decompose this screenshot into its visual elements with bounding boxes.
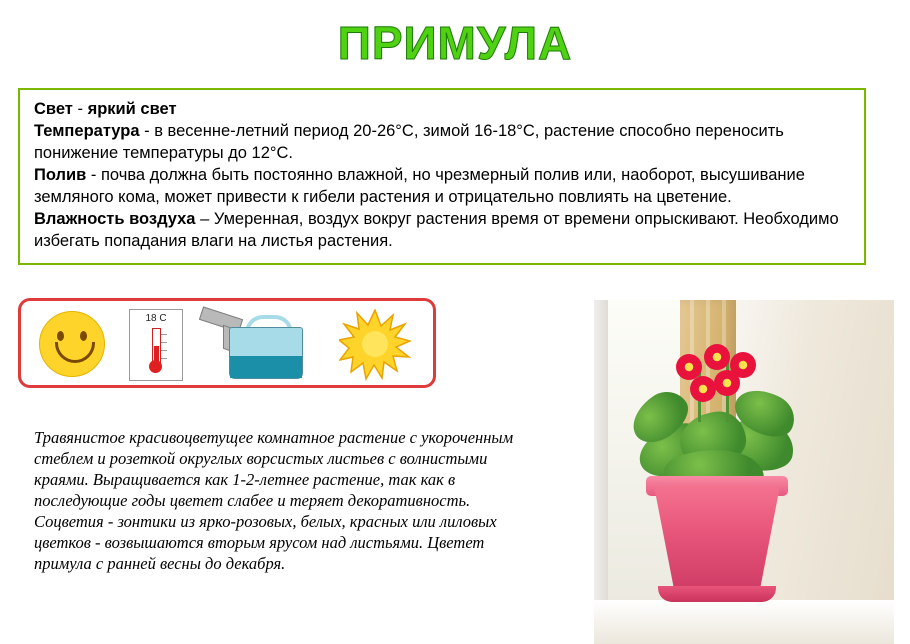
care-sep-temperature: -: [139, 121, 155, 140]
photo-windowsill: [594, 600, 894, 644]
care-value-humidity: Умеренная, воздух вокруг растения время от времени опрыскивают. Необходимо избегать попадания влаги на листья растения.: [34, 209, 839, 250]
care-label-light: Свет: [34, 100, 73, 118]
care-line-light: [34, 99, 850, 121]
flower-bloom: [690, 376, 716, 402]
flower-bloom: [714, 370, 740, 396]
watering-can-icon: [199, 311, 319, 381]
watering-can-water-icon: [230, 356, 302, 378]
icon-row: [21, 301, 433, 385]
care-line-humidity: [34, 209, 850, 253]
care-instructions-box: [18, 88, 866, 265]
plant-photo: [594, 300, 894, 644]
flower-bloom: [704, 344, 730, 370]
care-label-humidity: Влажность воздуха: [34, 209, 196, 228]
care-line-temperature: [34, 121, 850, 165]
care-value-watering: почва должна быть постоянно влажной, но чрезмерный полив или, наоборот, высушивание земляного кома, может привести к гибели растения и отрицательно повлиять на цветение.: [34, 165, 805, 206]
care-value-temperature: в весенне-летний период 20-26°С, зимой 16-18°С, растение способно переносить понижение температуры до 12°С.: [34, 121, 784, 162]
thermometer-tick-icon: [161, 358, 167, 359]
care-label-temperature: Температура: [34, 121, 140, 140]
thermometer-bulb-icon: [149, 360, 162, 373]
thermometer-tick-icon: [161, 334, 167, 335]
care-label-watering: Полив: [34, 165, 87, 184]
care-sep-humidity: –: [195, 209, 214, 228]
plant-description: [34, 428, 534, 575]
smiley-eye-right-icon: [80, 331, 87, 341]
plant-description-text: Травянистое красивоцветущее комнатное растение с укороченным стеблем и розеткой округлых ворсистых листьев с волнистыми краями. Выращивается как 1-2-летнее растение, так как в последующие годы цветет слабее и теряет декоративность. Соцветия - зонтики из ярко-розовых, белых, красных или лиловых цветков - возвышаются вторым ярусом над листьями. Цветет примула с ранней весны до декабря.: [34, 428, 514, 573]
smiley-eye-left-icon: [57, 331, 64, 341]
watering-can-body-icon: [229, 327, 303, 379]
photo-window-frame: [594, 300, 608, 644]
smiley-face-icon: [39, 311, 105, 377]
care-sep-watering: -: [86, 165, 101, 184]
care-line-watering: [34, 165, 850, 209]
care-value-light: яркий свет: [87, 100, 177, 118]
care-sep-light: -: [72, 100, 88, 118]
care-icon-strip: [18, 298, 436, 388]
flower-pot-saucer: [658, 586, 776, 602]
sun-icon: [339, 309, 411, 381]
thermometer-value: 18 C: [145, 313, 167, 324]
thermometer-icon: [129, 309, 183, 381]
page-title: ПРИМУЛА: [337, 17, 573, 69]
thermometer-tick-icon: [161, 342, 167, 343]
smiley-mouth-icon: [55, 342, 95, 363]
thermometer-tube-icon: [152, 328, 161, 364]
thermometer-tick-icon: [161, 350, 167, 351]
flower-pot: [654, 486, 780, 590]
